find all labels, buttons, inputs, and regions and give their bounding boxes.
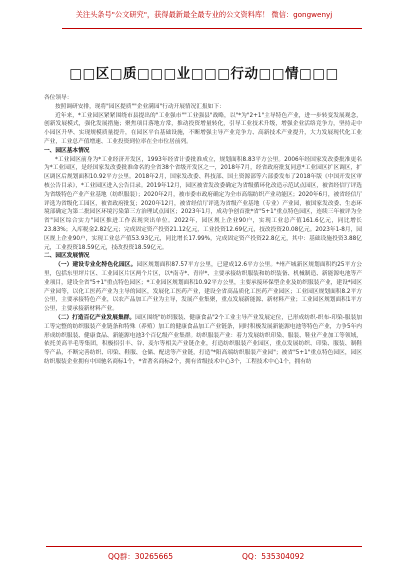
subsection-heading: （一）建设专业化特色化园区。 [55, 262, 137, 269]
subsection-text: 园区规划面积87.57平方公里，已建成12.6平方公里。*州产城新区规划面积约25平方公里，包括东里坪片区、工业园区片区两个片区，以*南寺*、青岸*、主要承接纺织服装和纺织装备、机械制造、新能源电池等产业项目，建设全省"5+1"重点特色园区；*工业园区规划面积10.92平方公里，主要承接环保型企业及纺织服装产业，建设*园区产业园等，以化工医药产业为主导的园区，发展化工医药产业，建设全省高品质化工医药产业园区；工业园区规划面积8.2平方公里，主要承接特色产业，以农产品加工产业为主导，发展产业集聚，重点发展新能源、新材料产业；工业园区规划面积1平方公里，主要承接新材料产业。 [44, 262, 362, 313]
section-heading: 二、园区发展情况 [44, 253, 90, 260]
paragraph [44, 261, 362, 314]
header-divider [62, 28, 362, 29]
header-banner: 关注头条号"公文研究"，获得最新最全最专业的公文资料库！ 微信：gongwenyj [75, 10, 333, 19]
qq-group-label: QQ群：30265665 [108, 552, 173, 561]
paragraph: 近年来，*工业园区紧紧围绕市县提出的"工业强市""工业强县"战略，以"*为"2+1"主导特色产业，进一步转变发展观念，创新发展模式，强化发展措施；聚焦项目落地方常，推动投资增量转化，引导工业技术升级，增强企业活络竞争力，坚持走中小园区升华、实现规模质量提升，在园区平台基础设施，不断增强主导产业竞争力、高新技术产业提升，大力发展现代化工业产业，工业总产值增速、工业投资到位率在全市位居前列。 [44, 112, 362, 145]
footer-divider [46, 546, 362, 547]
subsection-heading: （二）打造百亿产业发展集群。 [55, 314, 136, 321]
subsection-text: 园区围绕"纺织服装、健康食品"2个工业主导产业发展定位，已形成纺织-织布-印染-服装加工等完整的纺织服装产业链条和特殊（养殖）加工的健康食品加工产业链条，同时积极发展新能源电池等特色产业，力争5年内形成纺织服装、健康食品、新能源电池3个百亿级产业集群。纺织服装产业：着力发展纺织印染、服装、鞋业产业加工等领域，依托美高羊毛等集团，积极招引丰、谷、麦尔等相关产业链企业，打造纺织服装产业园区，重点发展纺织、印染、服装、制鞋等产品，不断完善纺织、印染、鞋服、仓储、配送等产业链，打造"*阳高端纺织服装产业园"；被省"5+1"重点特色园区，园区纺织服装企业拥有中国驰名商标1个，*省著名商标2个，拥有省级技术中心3个，工程技术中心1个，拥有纺 [44, 314, 363, 365]
qq-contact-label: QQ：535304092 [242, 552, 305, 561]
paragraph: *工业园区前身为*工业经济开发区，1993年经省计委批准成立，规划面积8.83平方公里。2006年经国家发改委批准更名为*工业园区，是经国家发改委批准命名的全省38个省级开发区之一，2018年7月，经省政府批复同意*工业园区扩区调区，扩区调区后规划面积10.92平方公里。2018年2月，国家发改委、科技部、国土资源部等六部委发布了2018年版《中国开发区审核公告目录》，*工业园区进入公告目录。2019年12月，园区被省发改委确定为省级循环化改造示范试点园区，被省经信厅评选为省级特色产业产业基地（纺织服装）；2020年2月，被市委市政府确定为全市高端纺织产业功能区；2020年6月，被省经信厅评选为省级化工园区，被省政府批复；2020年12月，被省经信厅评选为省级产业基地（专业）产业园，被国家发改委、生态环境部确定为第二批园区环境污染第三方治理试点园区；2023年1月，成功争创首批*省"5+1"重点特色园区，连续三年被评为全省"园区综合实力"园区推进工作表现突出单位。2022年，园区规上企业90户，实现工业总产值161.6亿元，同比增长23.83%；入库税金2.82亿元；完成固定资产投资21.12亿元，工业投资12.69亿元，技改投资20.08亿元。2023年1-8月，园区规上企业90户，实现工业总产值53.93亿元，同比增长17.99%，完成固定资产投资22.8亿元，其中：基础设施投资3.88亿元，工业投资18.59亿元，技改投资18.59亿元。 [44, 156, 362, 251]
paragraph: 按照调研安排，现将"园区提质""企业满园"行动开展情况汇报如下： [55, 103, 225, 110]
document-title: □□区□质□□□业□□□行动□□情□□□ [69, 66, 339, 82]
section-heading: 一、园区基本情况 [44, 147, 90, 154]
salutation: 各位领导： [44, 95, 73, 101]
document-body [44, 94, 362, 367]
paragraph [44, 314, 362, 367]
